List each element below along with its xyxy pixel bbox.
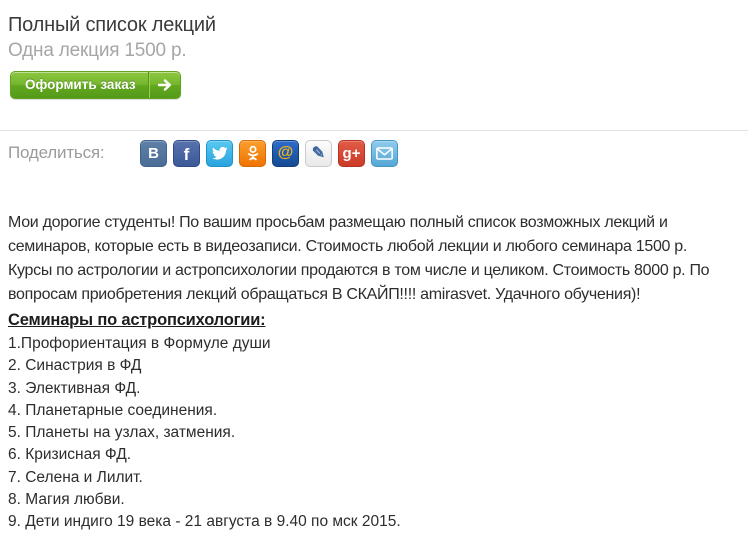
envelope-icon <box>376 147 393 160</box>
list-item: 8. Магия любви. <box>8 491 125 509</box>
section-divider <box>0 130 748 131</box>
vkontakte-glyph: В <box>148 144 159 162</box>
twitter-share-icon[interactable] <box>206 140 233 167</box>
intro-paragraph: Мои дорогие студенты! По вашим просьбам размещаю полный список возможных лекций и семинаров, которые есть в видеозаписи. Стоимость любой лекции и любого семинара 1500 р. Курсы по астрологии и астропсихологии продаются в том числе и целиком. Стоимость 8000 р. По вопросам приобретения лекций обращаться В СКАЙП!!!! amirasvet. Удачного обучения)! <box>8 214 710 303</box>
list-item: 9. Дети индиго 19 века - 21 августа в 9.40 по мск 2015. <box>8 513 401 531</box>
list-item: 1.Профориентация в Формуле души <box>8 335 271 352</box>
list-item: 2. Синастрия в ФД <box>8 357 142 375</box>
email-share-icon[interactable] <box>371 140 398 167</box>
pencil-icon: ✎ <box>311 145 326 162</box>
list-item: 7. Селена и Лилит. <box>8 468 143 486</box>
price-subtitle: Одна лекция 1500 р. <box>8 40 187 61</box>
google-plus-glyph: g+ <box>342 144 361 162</box>
share-label: Поделиться: <box>8 143 105 162</box>
vkontakte-share-icon[interactable] <box>140 140 167 167</box>
facebook-glyph: f <box>183 145 190 164</box>
list-item: 3. Элективная ФД. <box>8 379 141 397</box>
list-item: 5. Планеты на узлах, затмения. <box>8 424 236 442</box>
facebook-share-icon[interactable] <box>173 140 200 167</box>
mail-ru-glyph: @ <box>277 144 294 161</box>
order-button-label: Оформить заказ <box>25 77 136 92</box>
seminar-list-heading: Семинары по астропсихологии: <box>8 311 266 329</box>
google-plus-share-icon[interactable] <box>338 140 365 167</box>
twitter-bird-icon <box>211 145 228 162</box>
list-item: 6. Кризисная ФД. <box>8 446 132 464</box>
mail-ru-share-icon[interactable] <box>272 140 299 167</box>
list-item: 4. Планетарные соединения. <box>8 401 218 419</box>
livejournal-share-icon[interactable] <box>305 140 332 167</box>
page-title: Полный список лекций <box>8 14 216 36</box>
odnoklassniki-share-icon[interactable] <box>239 140 266 167</box>
odnoklassniki-person-icon <box>245 145 261 161</box>
seminar-list <box>8 333 748 534</box>
order-button[interactable] <box>10 71 181 99</box>
arrow-right-icon <box>150 72 180 98</box>
share-row <box>8 139 748 167</box>
